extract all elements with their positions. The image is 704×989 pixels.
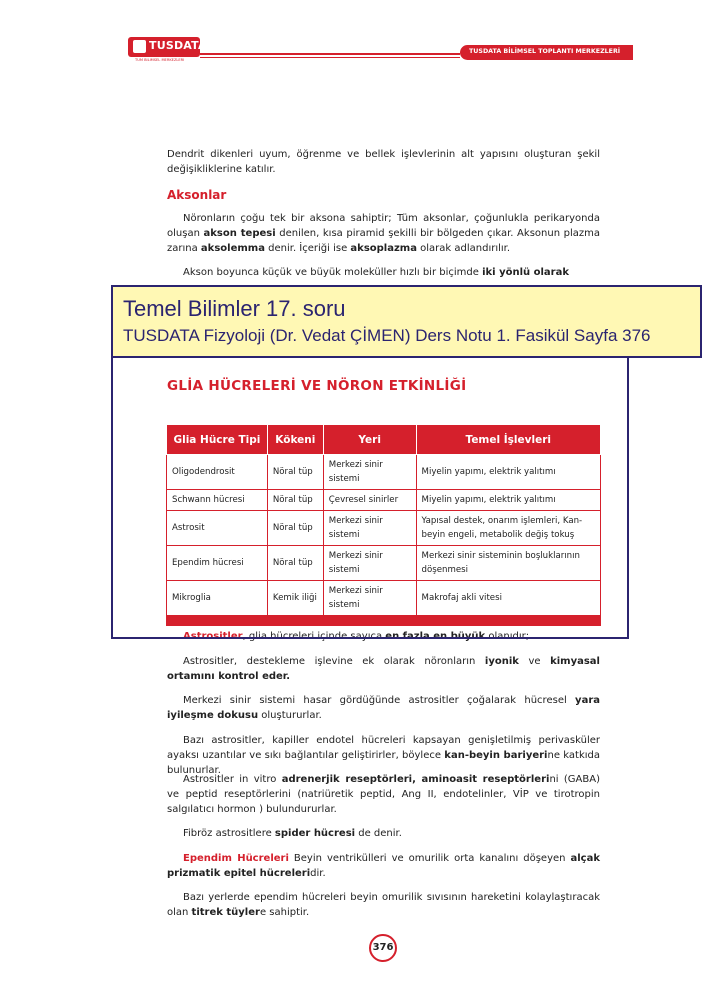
overlay-title: Temel Bilimler 17. soru [123, 296, 346, 321]
header-rule [200, 53, 460, 55]
column-header: Yeri [323, 425, 416, 455]
table-cell: Nöral tüp [267, 511, 323, 546]
table-cell: Kemik iliği [267, 581, 323, 616]
logo-mark-icon [133, 40, 146, 53]
text-span: Bazı astrositler, kapiller endotel hücreleri kapsayan genişletilmiş perivasküler ayaksı uzantılar ve sıkı bağlantılar geliştirirler, böylece [167, 735, 600, 761]
bold-term: titrek tüyler [191, 907, 260, 918]
text-span: oluştururlar. [258, 710, 322, 721]
table-cell: Miyelin yapımı, elektrik yalıtımı [416, 455, 600, 490]
page-number: 376 [369, 934, 397, 962]
bold-term: spider hücresi [274, 828, 356, 839]
column-header: Temel İşlevleri [416, 425, 600, 455]
text-span: Astrositler in vitro [183, 774, 282, 785]
table-cell: Çevresel sinirler [323, 490, 416, 511]
text-span: Merkezi sinir sistemi hasar gördüğünde astrositler çoğalarak hücresel [183, 695, 576, 706]
text-span: Astrositler, destekleme işlevine ek olarak nöronların [183, 656, 485, 667]
text-span: e sahiptir. [259, 907, 310, 918]
tusdata-logo [128, 37, 207, 67]
header-rule-thin [200, 57, 460, 58]
astrositler-paragraph-2 [167, 693, 600, 723]
text-span: Akson boyunca küçük ve büyük moleküller hızlı bir biçimde [183, 267, 483, 278]
text-span: Fibröz astrositlere [183, 828, 275, 839]
astrositler-paragraph-5 [167, 826, 600, 841]
text-span: ni (GABA) ve peptid reseptörlerini (natriüretik peptid, Ang II, endotelinler, VİP ve tirotropin salgılatıcı hormon ) bulundururlar. [167, 774, 600, 815]
astrositler-paragraph-4 [167, 772, 600, 817]
ependim-paragraph-2 [167, 890, 600, 920]
question-overlay [111, 285, 702, 358]
overlay-subtitle: TUSDATA Fizyoloji (Dr. Vedat ÇİMEN) Ders Notu 1. Fasikül Sayfa 376 [123, 326, 651, 345]
text-span: ne katkıda bulunurlar. [167, 750, 600, 776]
text-span: de denir. [355, 828, 402, 839]
logo-text: TUSDATA [149, 39, 207, 52]
table-cell: Merkezi sinir sistemi [323, 581, 416, 616]
text-span: , glia hücreleri içinde sayıca [242, 631, 386, 642]
column-header: Glia Hücre Tipi [167, 425, 268, 455]
text-span: Nöronların çoğu tek bir aksona sahiptir; Tüm aksonlar, çoğunlukla perikaryonda oluşan [167, 213, 600, 239]
table-cell: Nöral tüp [267, 490, 323, 511]
logo-subtitle: TUM BILIMSEL MERKEZLERI [135, 58, 185, 62]
aksonlar-paragraph-1 [167, 211, 600, 256]
astrositler-paragraph-1 [167, 654, 600, 684]
bold-term: aksoplazma [350, 243, 417, 254]
intro-paragraph: Dendrit dikenleri uyum, öğrenme ve bellek işlevlerinin alt yapısını oluşturan şekil değişikliklerine katılır. [167, 149, 600, 175]
red-term: Ependim Hücreleri [183, 853, 289, 864]
aksonlar-paragraph-2 [167, 265, 600, 280]
text-span: Beyin ventrikülleri ve omurilik orta kanalını döşeyen [288, 853, 571, 864]
bold-term: kimyasal ortamını kontrol eder. [167, 656, 600, 682]
text-span: denir. İçeriği ise [264, 243, 351, 254]
red-term: Astrositler [183, 631, 243, 642]
text-span: denilen, kısa piramid şekilli bir bölgeden çıkar. Aksonun plazma zarına [167, 228, 600, 254]
bold-term: adrenerjik reseptörleri, aminoasit reseptörleri [281, 774, 550, 785]
column-header: Kökeni [267, 425, 323, 455]
header-band [460, 45, 633, 60]
bold-term: iyonik [484, 656, 519, 667]
table-cell: Nöral tüp [267, 546, 323, 581]
table-cell: Merkezi sinir sisteminin boşluklarının döşenmesi [416, 546, 600, 581]
table-cell: Schwann hücresi [167, 490, 268, 511]
logo-badge [128, 37, 207, 57]
bold-term: akson tepesi [203, 228, 276, 239]
bold-term: en fazla en büyük [385, 631, 486, 642]
table-cell: Miyelin yapımı, elektrik yalıtımı [416, 490, 600, 511]
table-cell: Merkezi sinir sistemi [323, 455, 416, 490]
text-span: dir. [310, 868, 326, 879]
text-span: olanıdır; [485, 631, 530, 642]
table-cell: Mikroglia [167, 581, 268, 616]
ependim-paragraph-1 [167, 851, 600, 881]
table-cell: Oligodendrosit [167, 455, 268, 490]
glia-section-title: GLİA HÜCRELERİ VE NÖRON ETKİNLİĞİ [167, 378, 467, 394]
table-cell: Merkezi sinir sistemi [323, 511, 416, 546]
table-cell: Nöral tüp [267, 455, 323, 490]
section-heading-aksonlar: Aksonlar [167, 188, 227, 202]
bold-term: kan-beyin bariyeri [444, 750, 548, 761]
annotation-frame [111, 357, 629, 639]
table-cell: Ependim hücresi [167, 546, 268, 581]
page-header [0, 0, 704, 80]
bold-term: iki yönlü olarak [482, 267, 569, 278]
table-cell: Astrosit [167, 511, 268, 546]
bold-term: aksolemma [200, 243, 265, 254]
table-cell: Merkezi sinir sistemi [323, 546, 416, 581]
text-span: olarak adlandırılır. [416, 243, 511, 254]
text-span: Bazı yerlerde ependim hücreleri beyin omurilik sıvısının hareketini kolaylaştıracak olan [167, 892, 600, 918]
text-span: ve [518, 656, 551, 667]
header-band-text: TUSDATA BİLİMSEL TOPLANTI MERKEZLERİ [469, 48, 621, 55]
bold-term: alçak prizmatik epitel hücreleri [167, 853, 600, 879]
table-cell: Yapısal destek, onarım işlemleri, Kan-beyin engeli, metabolik değiş tokuş [416, 511, 600, 546]
bold-term: yara iyileşme dokusu [167, 695, 600, 721]
table-cell: Makrofaj akli vitesi [416, 581, 600, 616]
